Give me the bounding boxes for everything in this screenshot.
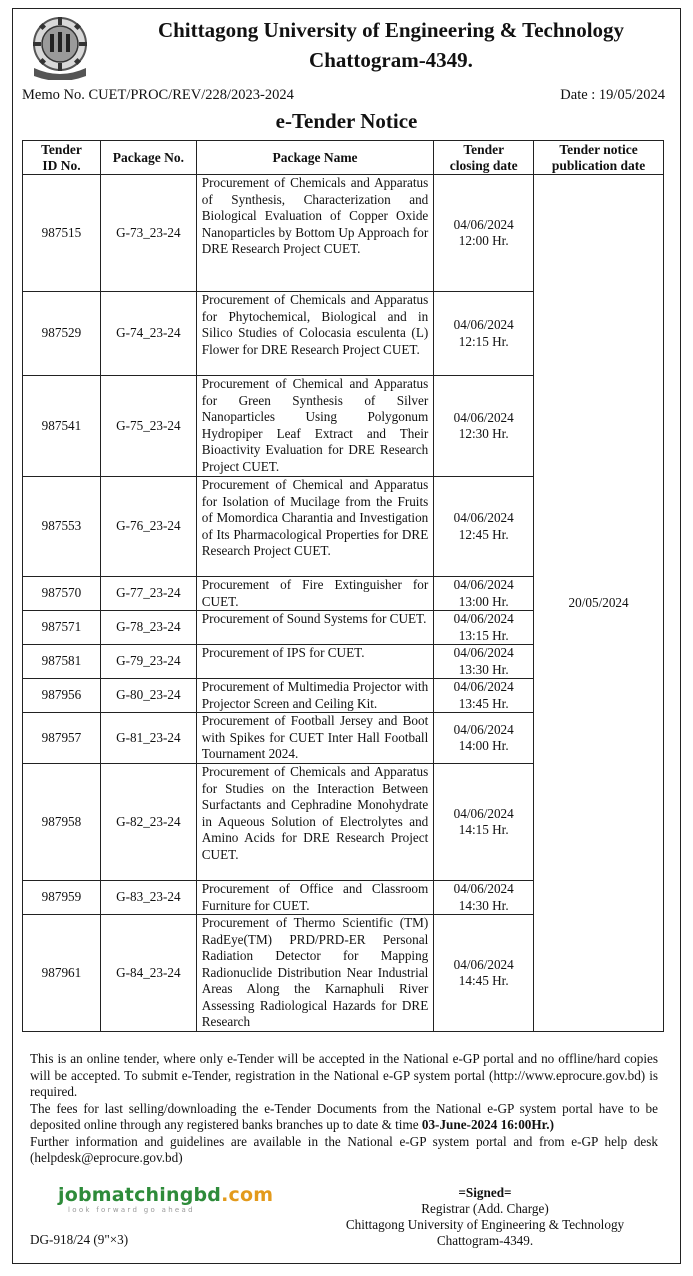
closing-time: 14:15 Hr. bbox=[458, 822, 509, 837]
closing-time: 12:30 Hr. bbox=[458, 426, 509, 441]
closing-time: 12:00 Hr. bbox=[458, 233, 509, 248]
header-package-no: Package No. bbox=[100, 141, 196, 175]
closing-time: 13:45 Hr. bbox=[458, 695, 509, 711]
tender-id-cell: 987961 bbox=[23, 915, 101, 1032]
package-name-cell: Procurement of Chemical and Apparatus for Isolation of Mucilage from the Fruits of Momordica Charantia and Investigation of Its Pharmacological Properties for DRE Research Project CUET. bbox=[196, 477, 434, 577]
package-no-cell: G-74_23-24 bbox=[100, 292, 196, 376]
package-no-cell: G-80_23-24 bbox=[100, 679, 196, 713]
package-name-cell: Procurement of Chemicals and Apparatus for Phytochemical, Biological and in Silico Studies of Colocasia esculenta (L) Flower for DRE Research Project CUET. bbox=[196, 292, 434, 376]
closing-date: 04/06/2024 bbox=[453, 805, 514, 821]
package-name-cell: Procurement of Office and Classroom Furniture for CUET. bbox=[196, 881, 434, 915]
closing-date: 04/06/2024 bbox=[453, 721, 514, 737]
package-no-cell: G-82_23-24 bbox=[100, 764, 196, 881]
closing-date-cell bbox=[434, 577, 534, 611]
package-no-cell: G-77_23-24 bbox=[100, 577, 196, 611]
package-name-cell: Procurement of Chemicals and Apparatus of Synthesis, Characterization and Biological Evaluation of Copper Oxide Nanoparticles by Bottom Up Approach for DRE Research Project CUET. bbox=[196, 175, 434, 292]
package-name-cell: Procurement of Chemicals and Apparatus for Studies on the Interaction Between Surfactants and Cephradine Monohydrate in Aqueous Solution of Electrolytes and Amino Acids for DRE Research Project CUET. bbox=[196, 764, 434, 881]
dg-number: DG-918/24 (9"×3) bbox=[30, 1232, 129, 1247]
package-no-cell: G-84_23-24 bbox=[100, 915, 196, 1032]
signed-mark: =Signed= bbox=[458, 1185, 512, 1200]
package-no-cell: G-78_23-24 bbox=[100, 611, 196, 645]
package-no-cell: G-83_23-24 bbox=[100, 881, 196, 915]
package-name-cell: Procurement of Fire Extinguisher for CUET. bbox=[196, 577, 434, 611]
package-no-cell: G-76_23-24 bbox=[100, 477, 196, 577]
package-name-cell: Procurement of Thermo Scientific (TM) RadEye(TM) PRD/PRD-ER Personal Radiation Detector for Mapping Radionuclide Distribution Near Industrial Areas Along the Karnaphuli River Assessing Radiological Hazards for DRE Research bbox=[196, 915, 434, 1032]
closing-date: 04/06/2024 bbox=[453, 510, 514, 525]
closing-time: 14:45 Hr. bbox=[458, 973, 509, 988]
closing-date: 04/06/2024 bbox=[453, 679, 514, 694]
closing-time: 13:00 Hr. bbox=[458, 593, 509, 609]
tender-id-cell: 987957 bbox=[23, 713, 101, 764]
closing-date-cell bbox=[434, 881, 534, 915]
note-online-tender: This is an online tender, where only e-Tender will be accepted in the National e-GP portal and no offline/hard copies will be accepted. To submit e-Tender, registration in the National e-GP system portal (http://www.eprocure.gov.bd) is required. bbox=[30, 1051, 658, 1099]
signatory-city: Chattogram-4349. bbox=[436, 1233, 534, 1248]
tender-id-cell: 987956 bbox=[23, 679, 101, 713]
closing-time: 12:45 Hr. bbox=[458, 526, 509, 542]
tender-id-cell: 987570 bbox=[23, 577, 101, 611]
header-closing-date: Tender closing date bbox=[434, 141, 534, 175]
header-package-name: Package Name bbox=[196, 141, 434, 175]
closing-date: 04/06/2024 bbox=[453, 956, 514, 972]
closing-date: 04/06/2024 bbox=[453, 317, 514, 332]
package-no-cell: G-75_23-24 bbox=[100, 376, 196, 477]
signatory-university: Chittagong University of Engineering & Technology bbox=[345, 1217, 625, 1232]
note-fees: The fees for last selling/downloading the e-Tender Documents from the National e-GP system portal have to be deposited online through any registered banks branches up to date & time 03-June-2024 16:00Hr.) bbox=[30, 1100, 658, 1132]
closing-date-cell bbox=[434, 764, 534, 881]
package-no-cell: G-79_23-24 bbox=[100, 645, 196, 679]
closing-date-cell bbox=[434, 915, 534, 1032]
closing-date-cell bbox=[434, 292, 534, 376]
tender-id-cell: 987541 bbox=[23, 376, 101, 477]
closing-date-cell bbox=[434, 175, 534, 292]
package-no-cell: G-73_23-24 bbox=[100, 175, 196, 292]
closing-date-cell bbox=[434, 611, 534, 645]
notice-title: e-Tender Notice bbox=[275, 109, 418, 133]
notice-date: Date : 19/05/2024 bbox=[560, 87, 665, 103]
table-row bbox=[23, 175, 664, 292]
tender-id-cell: 987515 bbox=[23, 175, 101, 292]
closing-date: 04/06/2024 bbox=[453, 409, 514, 425]
signatory-title: Registrar (Add. Charge) bbox=[421, 1201, 549, 1216]
header-publication-date: Tender notice publication date bbox=[534, 141, 664, 175]
watermark-logo: jobmatchingbd.com look forward go ahead bbox=[58, 1184, 290, 1216]
closing-date: 04/06/2024 bbox=[453, 611, 514, 626]
publication-date-cell: 20/05/2024 bbox=[534, 175, 664, 1032]
header-tender-id: Tender ID No. bbox=[23, 141, 101, 175]
package-name-cell: Procurement of Chemical and Apparatus for Green Synthesis of Silver Nanoparticles Using Polygonum Hydropiper Leaf Extract and Their Bioactivity Evaluation for DRE Research Project CUET. bbox=[196, 376, 434, 477]
cuet-logo-icon bbox=[30, 16, 90, 80]
closing-time: 12:15 Hr. bbox=[458, 333, 509, 349]
closing-date-cell bbox=[434, 477, 534, 577]
closing-date-cell bbox=[434, 713, 534, 764]
tender-table bbox=[22, 140, 664, 1032]
closing-date-cell bbox=[434, 679, 534, 713]
closing-date: 04/06/2024 bbox=[453, 881, 514, 896]
package-no-cell: G-81_23-24 bbox=[100, 713, 196, 764]
university-city: Chattogram-4349. bbox=[309, 48, 473, 72]
package-name-cell: Procurement of Sound Systems for CUET. bbox=[196, 611, 434, 645]
tender-id-cell: 987571 bbox=[23, 611, 101, 645]
closing-date: 04/06/2024 bbox=[453, 577, 514, 592]
closing-date-cell bbox=[434, 376, 534, 477]
closing-time: 14:00 Hr. bbox=[458, 738, 509, 753]
tender-id-cell: 987581 bbox=[23, 645, 101, 679]
closing-date: 04/06/2024 bbox=[453, 216, 514, 232]
tender-id-cell: 987958 bbox=[23, 764, 101, 881]
table-header-row bbox=[23, 141, 664, 175]
package-name-cell: Procurement of Multimedia Projector with Projector Screen and Ceiling Kit. bbox=[196, 679, 434, 713]
university-name: Chittagong University of Engineering & Technology bbox=[157, 18, 625, 42]
signature-block bbox=[320, 1185, 650, 1249]
tender-id-cell: 987959 bbox=[23, 881, 101, 915]
closing-time: 13:30 Hr. bbox=[458, 661, 509, 677]
closing-time: 14:30 Hr. bbox=[458, 897, 509, 913]
tender-id-cell: 987553 bbox=[23, 477, 101, 577]
package-name-cell: Procurement of Football Jersey and Boot with Spikes for CUET Inter Hall Football Tournament 2024. bbox=[196, 713, 434, 764]
closing-time: 13:15 Hr. bbox=[458, 627, 509, 643]
memo-number: Memo No. CUET/PROC/REV/228/2023-2024 bbox=[22, 87, 294, 103]
package-name-cell: Procurement of IPS for CUET. bbox=[196, 645, 434, 679]
watermark-tagline: look forward go ahead bbox=[68, 1206, 195, 1214]
closing-date-cell bbox=[434, 645, 534, 679]
tender-id-cell: 987529 bbox=[23, 292, 101, 376]
note-help: Further information and guidelines are available in the National e-GP system portal and from e-GP help desk (helpdesk@eprocure.gov.bd) bbox=[30, 1133, 658, 1165]
notes-section bbox=[30, 1051, 658, 1167]
closing-date: 04/06/2024 bbox=[453, 645, 514, 660]
